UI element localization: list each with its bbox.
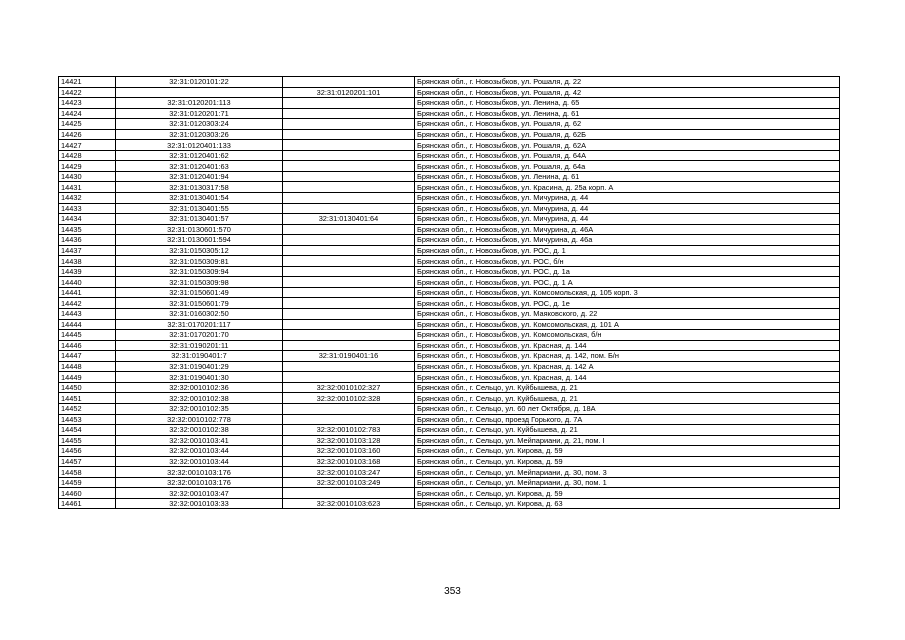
table-row	[59, 498, 840, 509]
address-cell: Брянская обл., г. Сельцо, ул. 60 лет Октября, д. 18А	[415, 403, 840, 414]
object-cadastral-number-cell: 32:31:0190401:16	[283, 351, 415, 362]
object-cadastral-number-cell	[283, 182, 415, 193]
table-row	[59, 467, 840, 478]
address-cell: Брянская обл., г. Новозыбков, ул. Красная, д. 144	[415, 340, 840, 351]
row-number-cell: 14421	[59, 77, 116, 88]
object-cadastral-number-cell	[283, 266, 415, 277]
table-row	[59, 372, 840, 383]
row-number-cell: 14443	[59, 309, 116, 320]
object-cadastral-number-cell: 32:31:0130401:64	[283, 214, 415, 225]
address-cell: Брянская обл., г. Новозыбков, ул. Ленина, д. 61	[415, 171, 840, 182]
object-cadastral-number-cell	[283, 361, 415, 372]
object-cadastral-number-cell	[283, 414, 415, 425]
table-row	[59, 319, 840, 330]
table-row	[59, 425, 840, 436]
address-cell: Брянская обл., г. Сельцо, ул. Кирова, д. 63	[415, 498, 840, 509]
table-row	[59, 403, 840, 414]
address-cell: Брянская обл., г. Новозыбков, ул. Красная, д. 142, пом. Б/н	[415, 351, 840, 362]
address-cell: Брянская обл., г. Новозыбков, ул. Рошаля, д. 42	[415, 87, 840, 98]
land-cadastral-number-cell: 32:32:0010103:41	[116, 435, 283, 446]
table-row	[59, 446, 840, 457]
land-cadastral-number-cell: 32:31:0120303:26	[116, 129, 283, 140]
land-cadastral-number-cell: 32:31:0120401:63	[116, 161, 283, 172]
row-number-cell: 14448	[59, 361, 116, 372]
table-row	[59, 140, 840, 151]
land-cadastral-number-cell: 32:31:0150309:94	[116, 266, 283, 277]
table-row	[59, 340, 840, 351]
table-row	[59, 309, 840, 320]
land-cadastral-number-cell: 32:31:0190201:11	[116, 340, 283, 351]
address-cell: Брянская обл., г. Новозыбков, ул. Красная, д. 144	[415, 372, 840, 383]
land-cadastral-number-cell: 32:31:0150601:79	[116, 298, 283, 309]
object-cadastral-number-cell	[283, 203, 415, 214]
address-cell: Брянская обл., г. Новозыбков, ул. Рошаля, д. 64А	[415, 150, 840, 161]
address-cell: Брянская обл., г. Сельцо, ул. Кирова, д. 59	[415, 488, 840, 499]
address-cell: Брянская обл., г. Новозыбков, ул. Комсомольская, д. 105 корп. 3	[415, 287, 840, 298]
land-cadastral-number-cell: 32:31:0120101:22	[116, 77, 283, 88]
land-cadastral-number-cell: 32:32:0010102:35	[116, 403, 283, 414]
object-cadastral-number-cell: 32:32:0010103:128	[283, 435, 415, 446]
object-cadastral-number-cell	[283, 309, 415, 320]
table-row	[59, 98, 840, 109]
land-cadastral-number-cell: 32:31:0130401:54	[116, 193, 283, 204]
table-row	[59, 129, 840, 140]
row-number-cell: 14445	[59, 330, 116, 341]
land-cadastral-number-cell: 32:31:0160302:50	[116, 309, 283, 320]
land-cadastral-number-cell: 32:31:0150309:81	[116, 256, 283, 267]
address-cell: Брянская обл., г. Новозыбков, ул. Рошаля, д. 22	[415, 77, 840, 88]
address-cell: Брянская обл., г. Новозыбков, ул. Маяковского, д. 22	[415, 309, 840, 320]
row-number-cell: 14457	[59, 456, 116, 467]
address-cell: Брянская обл., г. Новозыбков, ул. Рошаля, д. 62	[415, 119, 840, 130]
row-number-cell: 14432	[59, 193, 116, 204]
address-cell: Брянская обл., г. Новозыбков, ул. Мичурина, д. 46А	[415, 224, 840, 235]
table-row	[59, 214, 840, 225]
land-cadastral-number-cell: 32:31:0120401:94	[116, 171, 283, 182]
row-number-cell: 14437	[59, 245, 116, 256]
row-number-cell: 14441	[59, 287, 116, 298]
row-number-cell: 14426	[59, 129, 116, 140]
address-cell: Брянская обл., г. Новозыбков, ул. РОС, д. 1 А	[415, 277, 840, 288]
land-cadastral-number-cell: 32:31:0150309:98	[116, 277, 283, 288]
land-cadastral-number-cell: 32:32:0010103:176	[116, 477, 283, 488]
row-number-cell: 14461	[59, 498, 116, 509]
object-cadastral-number-cell	[283, 129, 415, 140]
registry-table	[58, 76, 840, 509]
row-number-cell: 14456	[59, 446, 116, 457]
address-cell: Брянская обл., г. Сельцо, ул. Мейпариани, д. 30, пом. 3	[415, 467, 840, 478]
table-row	[59, 203, 840, 214]
object-cadastral-number-cell	[283, 488, 415, 499]
row-number-cell: 14428	[59, 150, 116, 161]
table-row	[59, 161, 840, 172]
address-cell: Брянская обл., г. Новозыбков, ул. Красная, д. 142 А	[415, 361, 840, 372]
row-number-cell: 14442	[59, 298, 116, 309]
table-row	[59, 287, 840, 298]
table-row	[59, 277, 840, 288]
row-number-cell: 14447	[59, 351, 116, 362]
row-number-cell: 14458	[59, 467, 116, 478]
table-row	[59, 256, 840, 267]
row-number-cell: 14422	[59, 87, 116, 98]
row-number-cell: 14439	[59, 266, 116, 277]
object-cadastral-number-cell	[283, 140, 415, 151]
table-row	[59, 330, 840, 341]
address-cell: Брянская обл., г. Новозыбков, ул. Комсомольская, д. 101 А	[415, 319, 840, 330]
object-cadastral-number-cell: 32:32:0010102:328	[283, 393, 415, 404]
object-cadastral-number-cell: 32:32:0010103:168	[283, 456, 415, 467]
row-number-cell: 14450	[59, 382, 116, 393]
object-cadastral-number-cell	[283, 235, 415, 246]
land-cadastral-number-cell: 32:31:0120303:24	[116, 119, 283, 130]
object-cadastral-number-cell	[283, 319, 415, 330]
address-cell: Брянская обл., г. Сельцо, ул. Мейпариани, д. 30, пом. 1	[415, 477, 840, 488]
land-cadastral-number-cell: 32:31:0130601:594	[116, 235, 283, 246]
address-cell: Брянская обл., г. Новозыбков, ул. Рошаля, д. 62Б	[415, 129, 840, 140]
object-cadastral-number-cell	[283, 245, 415, 256]
address-cell: Брянская обл., г. Новозыбков, ул. РОС, д. 1	[415, 245, 840, 256]
row-number-cell: 14436	[59, 235, 116, 246]
address-cell: Брянская обл., г. Новозыбков, ул. Мичурина, д. 46а	[415, 235, 840, 246]
table-row	[59, 393, 840, 404]
address-cell: Брянская обл., г. Сельцо, ул. Куйбышева, д. 21	[415, 425, 840, 436]
table-row	[59, 87, 840, 98]
address-cell: Брянская обл., г. Новозыбков, ул. Мичурина, д. 44	[415, 214, 840, 225]
table-row	[59, 108, 840, 119]
row-number-cell: 14440	[59, 277, 116, 288]
object-cadastral-number-cell	[283, 98, 415, 109]
address-cell: Брянская обл., г. Новозыбков, ул. Мичурина, д. 44	[415, 193, 840, 204]
address-cell: Брянская обл., г. Сельцо, ул. Мейпариани, д. 21, пом. I	[415, 435, 840, 446]
address-cell: Брянская обл., г. Новозыбков, ул. Рошаля, д. 62А	[415, 140, 840, 151]
land-cadastral-number-cell: 32:31:0170201:70	[116, 330, 283, 341]
object-cadastral-number-cell	[283, 277, 415, 288]
land-cadastral-number-cell: 32:32:0010102:36	[116, 382, 283, 393]
row-number-cell: 14425	[59, 119, 116, 130]
land-cadastral-number-cell: 32:31:0120401:133	[116, 140, 283, 151]
address-cell: Брянская обл., г. Новозыбков, ул. Ленина, д. 65	[415, 98, 840, 109]
row-number-cell: 14459	[59, 477, 116, 488]
address-cell: Брянская обл., г. Новозыбков, ул. Комсомольская, б/н	[415, 330, 840, 341]
row-number-cell: 14454	[59, 425, 116, 436]
address-cell: Брянская обл., г. Сельцо, ул. Кирова, д. 59	[415, 446, 840, 457]
land-cadastral-number-cell: 32:32:0010103:44	[116, 446, 283, 457]
table-row	[59, 193, 840, 204]
table-row	[59, 182, 840, 193]
row-number-cell: 14430	[59, 171, 116, 182]
object-cadastral-number-cell	[283, 224, 415, 235]
table-row	[59, 119, 840, 130]
row-number-cell: 14449	[59, 372, 116, 383]
table-row	[59, 414, 840, 425]
object-cadastral-number-cell: 32:32:0010103:249	[283, 477, 415, 488]
address-cell: Брянская обл., г. Новозыбков, ул. Ленина, д. 61	[415, 108, 840, 119]
address-cell: Брянская обл., г. Новозыбков, ул. РОС, д. 1а	[415, 266, 840, 277]
object-cadastral-number-cell	[283, 298, 415, 309]
row-number-cell: 14434	[59, 214, 116, 225]
row-number-cell: 14438	[59, 256, 116, 267]
row-number-cell: 14455	[59, 435, 116, 446]
address-cell: Брянская обл., г. Сельцо, проезд Горького, д. 7А	[415, 414, 840, 425]
row-number-cell: 14427	[59, 140, 116, 151]
land-cadastral-number-cell: 32:31:0190401:30	[116, 372, 283, 383]
object-cadastral-number-cell	[283, 150, 415, 161]
land-cadastral-number-cell: 32:31:0120201:113	[116, 98, 283, 109]
object-cadastral-number-cell	[283, 161, 415, 172]
land-cadastral-number-cell: 32:31:0190401:7	[116, 351, 283, 362]
object-cadastral-number-cell	[283, 256, 415, 267]
table-row	[59, 435, 840, 446]
table-row	[59, 150, 840, 161]
object-cadastral-number-cell	[283, 340, 415, 351]
object-cadastral-number-cell	[283, 193, 415, 204]
land-cadastral-number-cell: 32:31:0130401:55	[116, 203, 283, 214]
table-row	[59, 224, 840, 235]
land-cadastral-number-cell: 32:31:0130317:58	[116, 182, 283, 193]
registry-table-body	[59, 77, 840, 509]
table-row	[59, 351, 840, 362]
land-cadastral-number-cell: 32:31:0170201:117	[116, 319, 283, 330]
table-row	[59, 488, 840, 499]
address-cell: Брянская обл., г. Новозыбков, ул. Мичурина, д. 44	[415, 203, 840, 214]
land-cadastral-number-cell: 32:31:0150305:12	[116, 245, 283, 256]
page-number: 353	[444, 586, 461, 597]
row-number-cell: 14423	[59, 98, 116, 109]
land-cadastral-number-cell: 32:32:0010102:778	[116, 414, 283, 425]
land-cadastral-number-cell: 32:31:0120401:62	[116, 150, 283, 161]
object-cadastral-number-cell	[283, 403, 415, 414]
table-row	[59, 171, 840, 182]
object-cadastral-number-cell	[283, 77, 415, 88]
row-number-cell: 14433	[59, 203, 116, 214]
land-cadastral-number-cell: 32:31:0190401:29	[116, 361, 283, 372]
row-number-cell: 14452	[59, 403, 116, 414]
land-cadastral-number-cell: 32:32:0010103:33	[116, 498, 283, 509]
row-number-cell: 14453	[59, 414, 116, 425]
object-cadastral-number-cell: 32:32:0010102:783	[283, 425, 415, 436]
object-cadastral-number-cell	[283, 119, 415, 130]
row-number-cell: 14460	[59, 488, 116, 499]
object-cadastral-number-cell: 32:32:0010103:247	[283, 467, 415, 478]
object-cadastral-number-cell	[283, 330, 415, 341]
land-cadastral-number-cell	[116, 87, 283, 98]
object-cadastral-number-cell	[283, 171, 415, 182]
land-cadastral-number-cell: 32:32:0010103:47	[116, 488, 283, 499]
table-row	[59, 477, 840, 488]
object-cadastral-number-cell: 32:31:0120201:101	[283, 87, 415, 98]
land-cadastral-number-cell: 32:32:0010102:38	[116, 425, 283, 436]
object-cadastral-number-cell: 32:32:0010103:623	[283, 498, 415, 509]
table-row	[59, 235, 840, 246]
object-cadastral-number-cell: 32:32:0010102:327	[283, 382, 415, 393]
address-cell: Брянская обл., г. Новозыбков, ул. РОС, б/н	[415, 256, 840, 267]
object-cadastral-number-cell	[283, 372, 415, 383]
object-cadastral-number-cell: 32:32:0010103:160	[283, 446, 415, 457]
address-cell: Брянская обл., г. Новозыбков, ул. Красина, д. 25а корп. А	[415, 182, 840, 193]
land-cadastral-number-cell: 32:32:0010103:176	[116, 467, 283, 478]
table-row	[59, 245, 840, 256]
land-cadastral-number-cell: 32:31:0130601:570	[116, 224, 283, 235]
address-cell: Брянская обл., г. Новозыбков, ул. РОС, д. 1е	[415, 298, 840, 309]
row-number-cell: 14451	[59, 393, 116, 404]
address-cell: Брянская обл., г. Сельцо, ул. Кирова, д. 59	[415, 456, 840, 467]
table-row	[59, 361, 840, 372]
row-number-cell: 14424	[59, 108, 116, 119]
land-cadastral-number-cell: 32:31:0130401:57	[116, 214, 283, 225]
land-cadastral-number-cell: 32:31:0150601:49	[116, 287, 283, 298]
address-cell: Брянская обл., г. Сельцо, ул. Куйбышева, д. 21	[415, 393, 840, 404]
table-row	[59, 298, 840, 309]
table-row	[59, 456, 840, 467]
row-number-cell: 14431	[59, 182, 116, 193]
object-cadastral-number-cell	[283, 287, 415, 298]
row-number-cell: 14429	[59, 161, 116, 172]
land-cadastral-number-cell: 32:31:0120201:71	[116, 108, 283, 119]
land-cadastral-number-cell: 32:32:0010103:44	[116, 456, 283, 467]
row-number-cell: 14435	[59, 224, 116, 235]
address-cell: Брянская обл., г. Сельцо, ул. Куйбышева, д. 21	[415, 382, 840, 393]
table-row	[59, 77, 840, 88]
row-number-cell: 14444	[59, 319, 116, 330]
table-row	[59, 382, 840, 393]
address-cell: Брянская обл., г. Новозыбков, ул. Рошаля, д. 64а	[415, 161, 840, 172]
row-number-cell: 14446	[59, 340, 116, 351]
land-cadastral-number-cell: 32:32:0010102:38	[116, 393, 283, 404]
object-cadastral-number-cell	[283, 108, 415, 119]
table-row	[59, 266, 840, 277]
